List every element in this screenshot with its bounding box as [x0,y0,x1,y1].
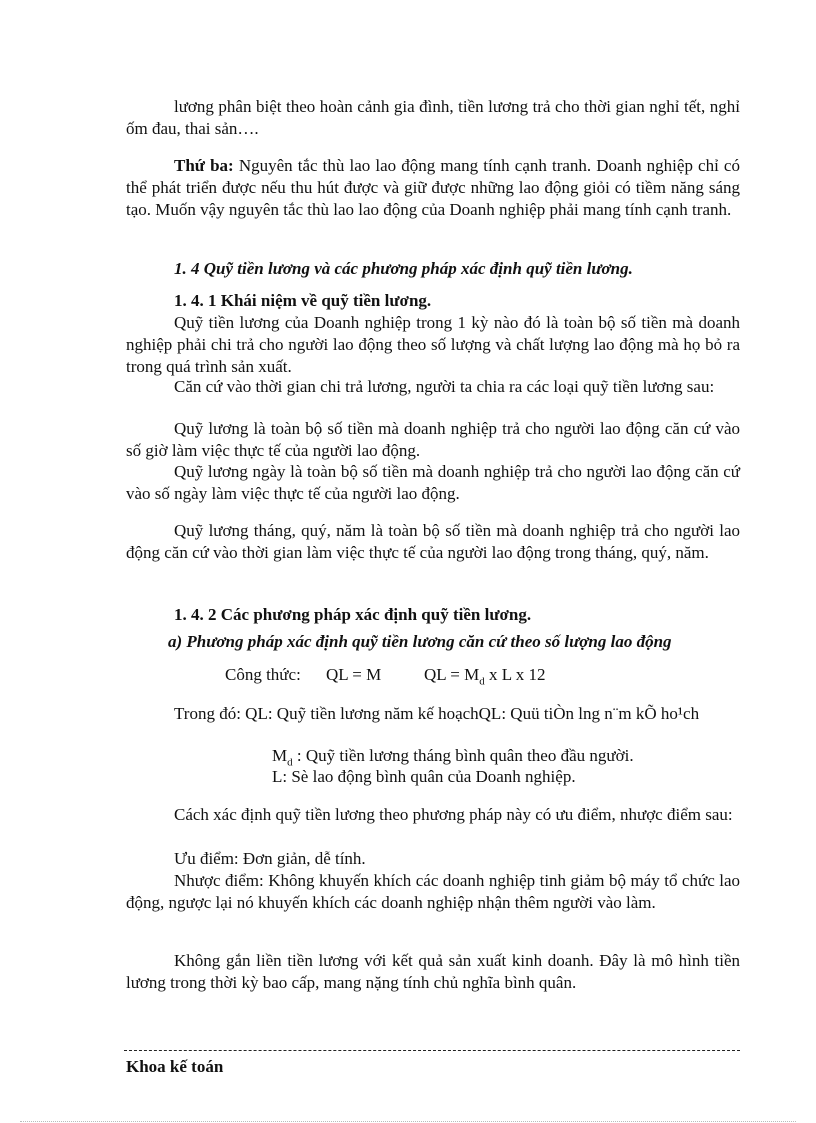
md-description: : Quỹ tiền lương tháng bình quân theo đầu người. [292,746,634,765]
paragraph-daily-fund: Quỹ lương ngày là toàn bộ số tiền mà doanh nghiệp trả cho người lao động căn cứ vào số ngày làm việc thực tế của người lao động. [126,462,740,503]
paragraph-monthly-fund: Quỹ lương tháng, quý, năm là toàn bộ số tiền mà doanh nghiệp trả cho người lao động căn cứ vào thời gian làm việc thực tế của người lao động trong tháng, quý, năm. [126,521,740,562]
paragraph-definition: Quỹ tiền lương của Doanh nghiệp trong 1 kỳ nào đó là toàn bộ số tiền mà doanh nghiệp phải chi trả cho người lao động theo số lượng và chất lượng lao động mà họ bỏ ra trong quá trình sản xuất. [126,313,740,376]
heading-1-4-1: 1. 4. 1 Khái niệm về quỹ tiền lương. [174,291,432,310]
paragraph-continuation: lương phân biệt theo hoàn cảnh gia đình, tiền lương trả cho thời gian nghỉ tết, nghỉ ốm đau, thai sản…. [126,97,740,138]
page-bottom-rule [20,1121,796,1122]
footer-divider [124,1050,740,1051]
paragraph-disadvantage: Nhược điểm: Không khuyến khích các doanh nghiệp tinh giảm bộ máy tổ chức lao động, ngược lại nó khuyến khích các doanh nghiệp nhận thêm người vào làm. [126,871,740,912]
formula-2-rest: x L x 12 [484,665,546,684]
paragraph-pros-cons: Cách xác định quỹ tiền lương theo phương pháp này có ưu điểm, nhược điểm sau: [174,805,733,824]
paragraph-thu-ba [126,155,740,221]
formula-2-subscript: d [479,675,485,688]
formula-2-main: QL = M [424,665,480,684]
paragraph-classification: Căn cứ vào thời gian chi trả lương, người ta chia ra các loại quỹ tiền lương sau: [174,377,715,396]
definition-l: L: Sè lao động bình quân của Doanh nghiệp. [272,767,576,786]
paragraph-where: Trong đó: QL: Quỹ tiền lương năm kế hoạchQL: Quü tiÒn lng n¨m kÕ ho¹ch [174,704,700,723]
heading-method-a: a) Phương pháp xác định quỹ tiền lương căn cứ theo số lượng lao động [168,632,672,651]
paragraph-label: Thứ ba: [174,156,234,175]
md-symbol: M [272,746,288,765]
formula-2 [424,664,546,692]
formula-label: Công thức: [225,665,301,684]
heading-1-4-2: 1. 4. 2 Các phương pháp xác định quỹ tiền lương. [174,605,532,624]
paragraph-hourly-fund: Quỹ lương là toàn bộ số tiền mà doanh nghiệp trả cho người lao động căn cứ vào số giờ làm việc thực tế của người lao động. [126,419,740,460]
paragraph-advantage: Ưu điểm: Đơn giản, dễ tính. [174,849,366,868]
heading-1-4: 1. 4 Quỹ tiền lương và các phương pháp xác định quỹ tiền lương. [174,259,633,278]
md-subscript: d [287,756,293,769]
footer-department: Khoa kế toán [126,1057,224,1076]
paragraph-conclusion: Không gắn liền tiền lương với kết quả sản xuất kinh doanh. Đây là mô hình tiền lương trong thời kỳ bao cấp, mang nặng tính chủ nghĩa bình quân. [126,951,740,992]
formula-1: QL = M [326,665,382,684]
paragraph-text: Nguyên tắc thù lao lao động mang tính cạnh tranh. Doanh nghiệp chỉ có thể phát triển được nếu thu hút được và giữ được những lao động giỏi có tiềm năng sáng tạo. Muốn vậy nguyên tắc thù lao lao động của Doanh nghiệp phải mang tính cạnh tranh. [126,156,740,219]
